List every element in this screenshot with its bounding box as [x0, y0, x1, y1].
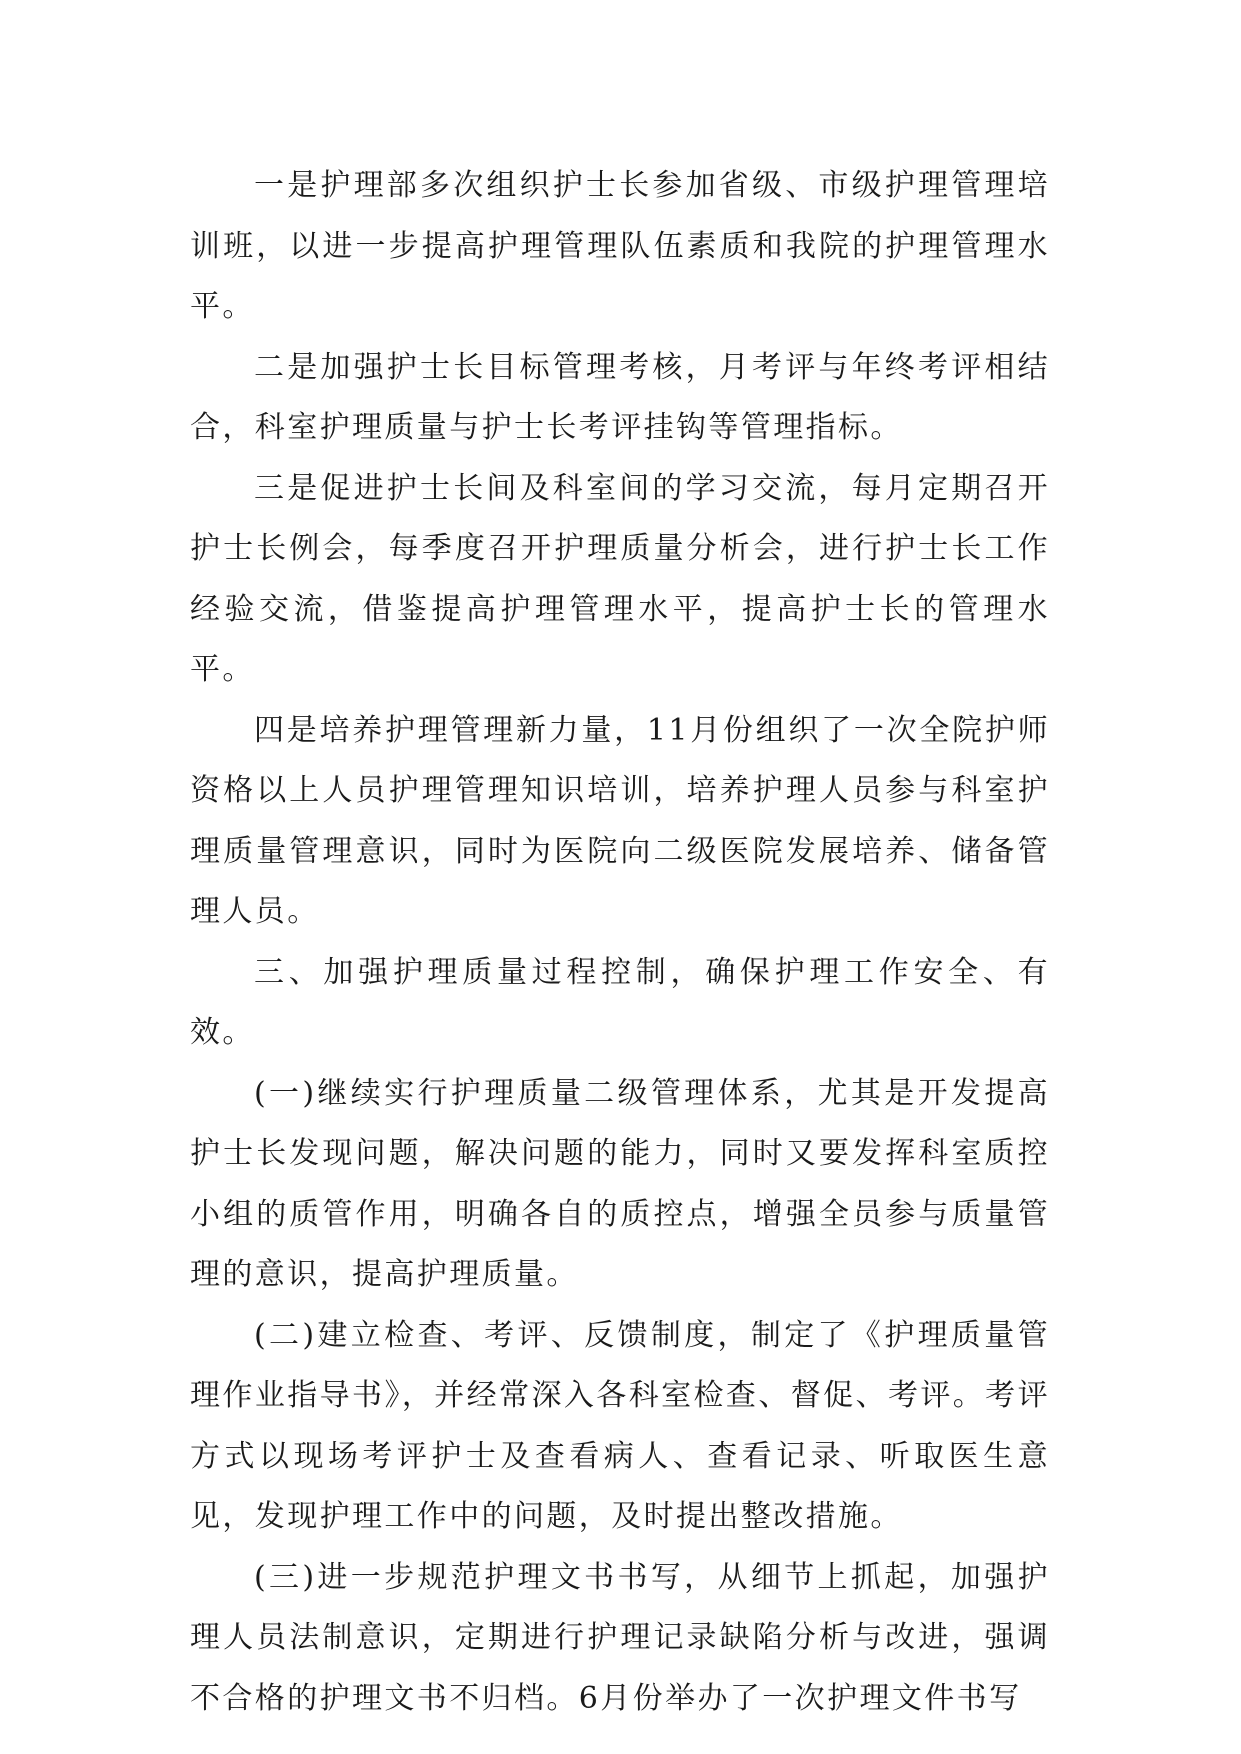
section-heading: 三、加强护理质量过程控制，确保护理工作安全、有效。 — [190, 954, 1050, 1050]
paragraph-4: 四是培养护理管理新力量，11月份组织了一次全院护师资格以上人员护理管理知识培训，培养护理人员参与科室护理质量管理意识，同时为医院向二级医院发展培养、储备管理人员。 — [190, 712, 1050, 929]
paragraph-3: 三是促进护士长间及科室间的学习交流，每月定期召开护士长例会，每季度召开护理质量分析会，进行护士长工作经验交流，借鉴提高护理管理水平，提高护士长的管理水平。 — [190, 470, 1050, 687]
paragraph-2: 二是加强护士长目标管理考核，月考评与年终考评相结合，科室护理质量与护士长考评挂钩等管理指标。 — [190, 349, 1050, 445]
document-body — [190, 156, 1050, 1729]
paragraph-item-1: (一)继续实行护理质量二级管理体系，尤其是开发提高护士长发现问题，解决问题的能力，同时又要发挥科室质控小组的质管作用，明确各自的质控点，增强全员参与质量管理的意识，提高护理质量。 — [190, 1075, 1050, 1292]
paragraph-item-3: (三)进一步规范护理文书书写，从细节上抓起，加强护理人员法制意识，定期进行护理记录缺陷分析与改进，强调不合格的护理文书不归档。6月份举办了一次护理文件书写 — [190, 1559, 1050, 1716]
paragraph-1: 一是护理部多次组织护士长参加省级、市级护理管理培训班，以进一步提高护理管理队伍素质和我院的护理管理水平。 — [190, 168, 1050, 324]
paragraph-item-2: (二)建立检查、考评、反馈制度，制定了《护理质量管理作业指导书》，并经常深入各科室检查、督促、考评。考评方式以现场考评护士及查看病人、查看记录、听取医生意见，发现护理工作中的问题，及时提出整改措施。 — [190, 1317, 1050, 1534]
